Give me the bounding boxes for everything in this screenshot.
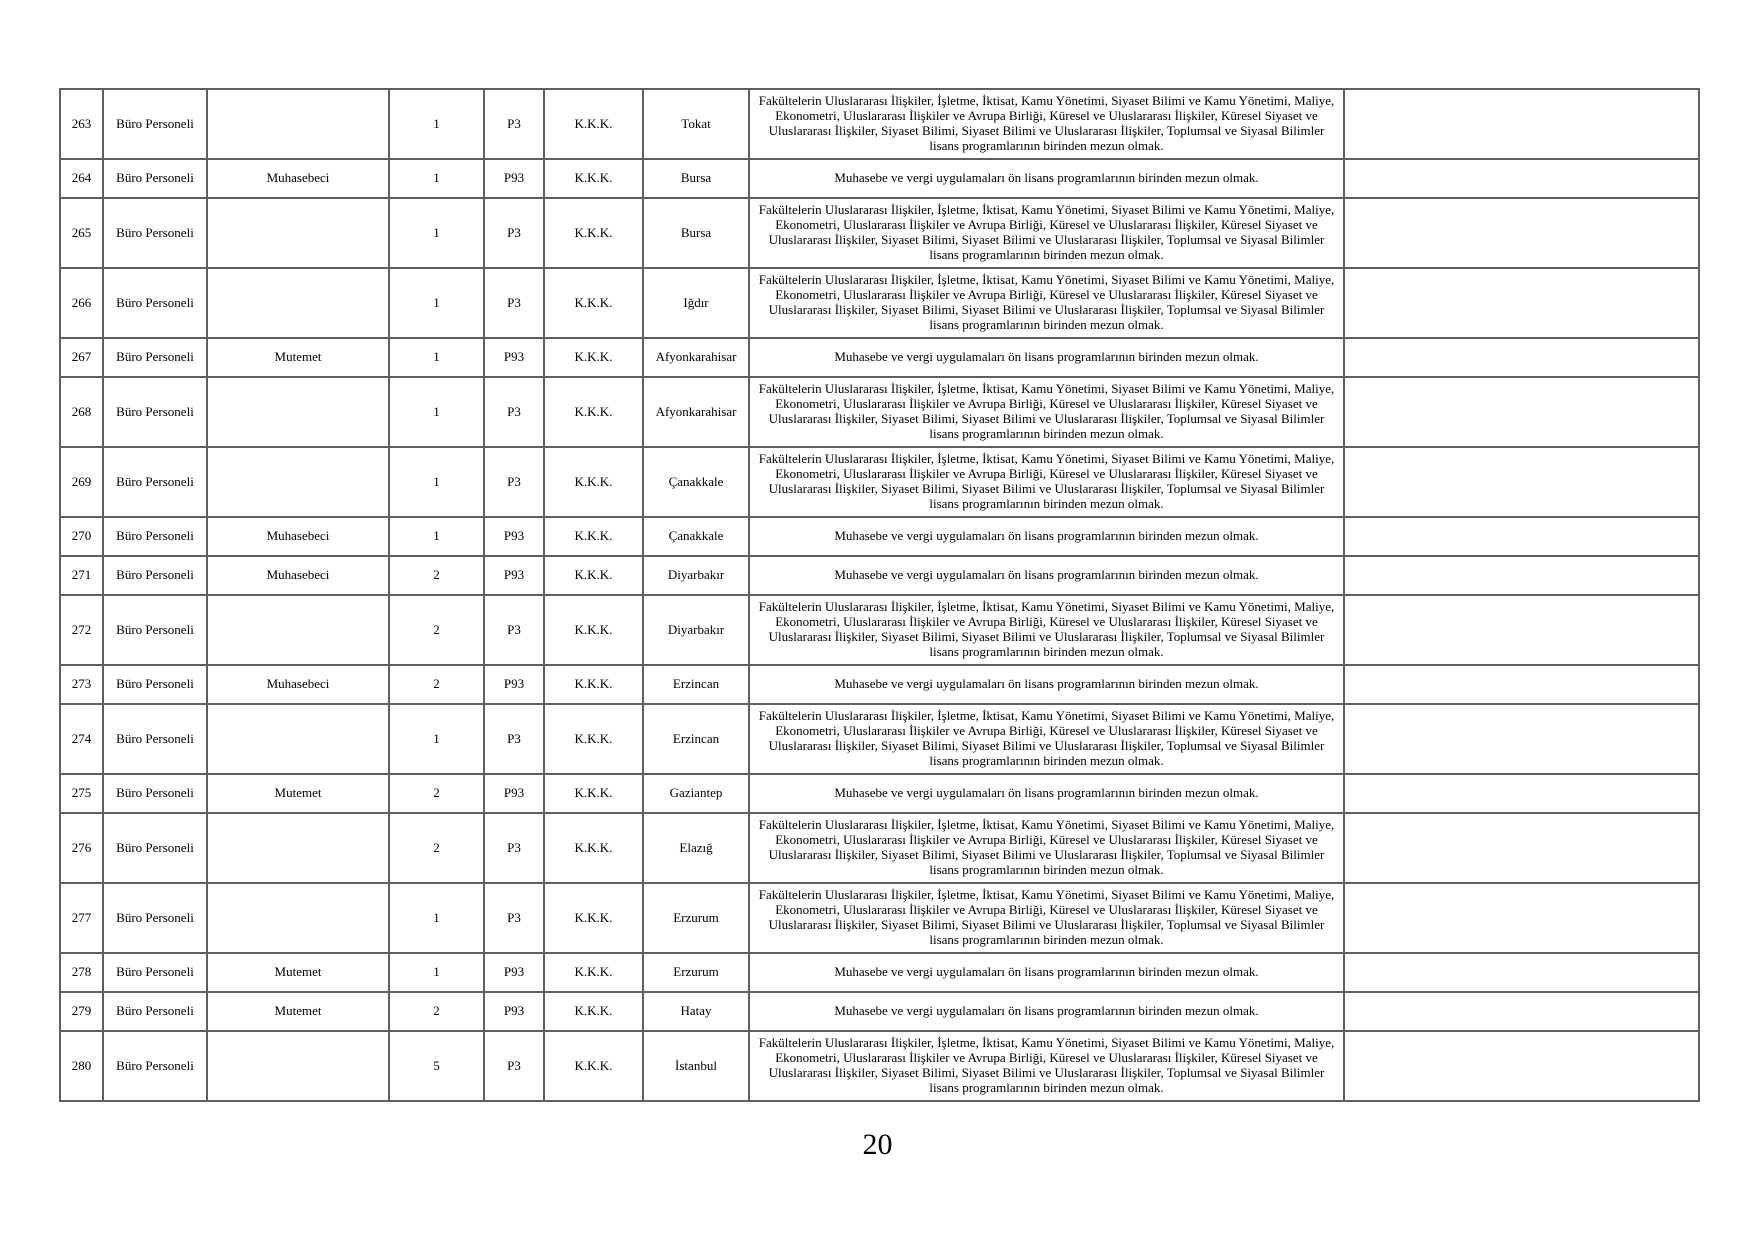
requirement-cell: Fakültelerin Uluslararası İlişkiler, İşletme, İktisat, Kamu Yönetimi, Siyaset Bilimi ve Kamu Yönetimi, Maliye, Ekonometri, Uluslararası İlişkiler ve Avrupa Birliği, Küresel ve Uluslararası İlişkiler, Küresel Siyaset ve Uluslararası İlişkiler, Siyaset Bilimi, Siyaset Bilimi ve Uluslararası İlişkiler, Toplumsal ve Siyasal Bilimler lisans programlarının birinden mezun olmak. (749, 813, 1344, 883)
count-cell: 1 (389, 517, 484, 556)
position-subtitle-cell (207, 377, 389, 447)
code-cell: P3 (484, 813, 544, 883)
empty-cell (1344, 883, 1699, 953)
empty-cell (1344, 556, 1699, 595)
empty-cell (1344, 377, 1699, 447)
position-title-cell: Büro Personeli (103, 377, 207, 447)
row-number-cell: 277 (60, 883, 103, 953)
city-cell: Elazığ (643, 813, 749, 883)
position-subtitle-cell (207, 883, 389, 953)
table-row (60, 704, 1699, 774)
requirement-cell: Muhasebe ve vergi uygulamaları ön lisans programlarının birinden mezun olmak. (749, 665, 1344, 704)
job-table-body (60, 89, 1699, 1101)
empty-cell (1344, 1031, 1699, 1101)
city-cell: Gaziantep (643, 774, 749, 813)
requirement-cell: Muhasebe ve vergi uygulamaları ön lisans programlarının birinden mezun olmak. (749, 992, 1344, 1031)
row-number-cell: 267 (60, 338, 103, 377)
count-cell: 2 (389, 813, 484, 883)
row-number-cell: 280 (60, 1031, 103, 1101)
table-row (60, 556, 1699, 595)
requirement-cell: Fakültelerin Uluslararası İlişkiler, İşletme, İktisat, Kamu Yönetimi, Siyaset Bilimi ve Kamu Yönetimi, Maliye, Ekonometri, Uluslararası İlişkiler ve Avrupa Birliği, Küresel ve Uluslararası İlişkiler, Küresel Siyaset ve Uluslararası İlişkiler, Siyaset Bilimi, Siyaset Bilimi ve Uluslararası İlişkiler, Toplumsal ve Siyasal Bilimler lisans programlarının birinden mezun olmak. (749, 883, 1344, 953)
city-cell: Bursa (643, 198, 749, 268)
position-subtitle-cell: Muhasebeci (207, 159, 389, 198)
row-number-cell: 279 (60, 992, 103, 1031)
count-cell: 1 (389, 377, 484, 447)
table-row (60, 992, 1699, 1031)
city-cell: Çanakkale (643, 517, 749, 556)
city-cell: Hatay (643, 992, 749, 1031)
city-cell: Afyonkarahisar (643, 377, 749, 447)
table-row (60, 268, 1699, 338)
org-cell: K.K.K. (544, 813, 643, 883)
row-number-cell: 269 (60, 447, 103, 517)
empty-cell (1344, 268, 1699, 338)
position-title-cell: Büro Personeli (103, 774, 207, 813)
city-cell: Erzincan (643, 704, 749, 774)
position-subtitle-cell: Muhasebeci (207, 517, 389, 556)
count-cell: 1 (389, 883, 484, 953)
count-cell: 2 (389, 556, 484, 595)
position-subtitle-cell: Muhasebeci (207, 665, 389, 704)
page-number: 20 (862, 1128, 893, 1161)
row-number-cell: 270 (60, 517, 103, 556)
empty-cell (1344, 774, 1699, 813)
empty-cell (1344, 992, 1699, 1031)
empty-cell (1344, 338, 1699, 377)
table-row (60, 159, 1699, 198)
org-cell: K.K.K. (544, 159, 643, 198)
requirement-cell: Fakültelerin Uluslararası İlişkiler, İşletme, İktisat, Kamu Yönetimi, Siyaset Bilimi ve Kamu Yönetimi, Maliye, Ekonometri, Uluslararası İlişkiler ve Avrupa Birliği, Küresel ve Uluslararası İlişkiler, Küresel Siyaset ve Uluslararası İlişkiler, Siyaset Bilimi, Siyaset Bilimi ve Uluslararası İlişkiler, Toplumsal ve Siyasal Bilimler lisans programlarının birinden mezun olmak. (749, 89, 1344, 159)
city-cell: Erzurum (643, 883, 749, 953)
position-title-cell: Büro Personeli (103, 883, 207, 953)
count-cell: 1 (389, 159, 484, 198)
row-number-cell: 268 (60, 377, 103, 447)
requirement-cell: Muhasebe ve vergi uygulamaları ön lisans programlarının birinden mezun olmak. (749, 159, 1344, 198)
position-title-cell: Büro Personeli (103, 159, 207, 198)
requirement-cell: Muhasebe ve vergi uygulamaları ön lisans programlarının birinden mezun olmak. (749, 338, 1344, 377)
org-cell: K.K.K. (544, 704, 643, 774)
row-number-cell: 274 (60, 704, 103, 774)
position-title-cell: Büro Personeli (103, 704, 207, 774)
code-cell: P3 (484, 595, 544, 665)
count-cell: 1 (389, 338, 484, 377)
code-cell: P3 (484, 447, 544, 517)
city-cell: Iğdır (643, 268, 749, 338)
position-title-cell: Büro Personeli (103, 198, 207, 268)
position-subtitle-cell: Mutemet (207, 953, 389, 992)
position-title-cell: Büro Personeli (103, 1031, 207, 1101)
city-cell: Diyarbakır (643, 595, 749, 665)
table-row (60, 198, 1699, 268)
requirement-cell: Fakültelerin Uluslararası İlişkiler, İşletme, İktisat, Kamu Yönetimi, Siyaset Bilimi ve Kamu Yönetimi, Maliye, Ekonometri, Uluslararası İlişkiler ve Avrupa Birliği, Küresel ve Uluslararası İlişkiler, Küresel Siyaset ve Uluslararası İlişkiler, Siyaset Bilimi, Siyaset Bilimi ve Uluslararası İlişkiler, Toplumsal ve Siyasal Bilimler lisans programlarının birinden mezun olmak. (749, 1031, 1344, 1101)
code-cell: P93 (484, 992, 544, 1031)
position-subtitle-cell: Mutemet (207, 992, 389, 1031)
position-subtitle-cell (207, 198, 389, 268)
position-title-cell: Büro Personeli (103, 338, 207, 377)
row-number-cell: 264 (60, 159, 103, 198)
requirement-cell: Muhasebe ve vergi uygulamaları ön lisans programlarının birinden mezun olmak. (749, 517, 1344, 556)
empty-cell (1344, 813, 1699, 883)
org-cell: K.K.K. (544, 595, 643, 665)
count-cell: 1 (389, 447, 484, 517)
empty-cell (1344, 595, 1699, 665)
org-cell: K.K.K. (544, 377, 643, 447)
city-cell: Afyonkarahisar (643, 338, 749, 377)
count-cell: 2 (389, 992, 484, 1031)
org-cell: K.K.K. (544, 268, 643, 338)
org-cell: K.K.K. (544, 556, 643, 595)
table-row (60, 595, 1699, 665)
position-title-cell: Büro Personeli (103, 813, 207, 883)
requirement-cell: Fakültelerin Uluslararası İlişkiler, İşletme, İktisat, Kamu Yönetimi, Siyaset Bilimi ve Kamu Yönetimi, Maliye, Ekonometri, Uluslararası İlişkiler ve Avrupa Birliği, Küresel ve Uluslararası İlişkiler, Küresel Siyaset ve Uluslararası İlişkiler, Siyaset Bilimi, Siyaset Bilimi ve Uluslararası İlişkiler, Toplumsal ve Siyasal Bilimler lisans programlarının birinden mezun olmak. (749, 198, 1344, 268)
table-row (60, 953, 1699, 992)
org-cell: K.K.K. (544, 774, 643, 813)
position-subtitle-cell (207, 447, 389, 517)
position-title-cell: Büro Personeli (103, 447, 207, 517)
table-row (60, 883, 1699, 953)
requirement-cell: Fakültelerin Uluslararası İlişkiler, İşletme, İktisat, Kamu Yönetimi, Siyaset Bilimi ve Kamu Yönetimi, Maliye, Ekonometri, Uluslararası İlişkiler ve Avrupa Birliği, Küresel ve Uluslararası İlişkiler, Küresel Siyaset ve Uluslararası İlişkiler, Siyaset Bilimi, Siyaset Bilimi ve Uluslararası İlişkiler, Toplumsal ve Siyasal Bilimler lisans programlarının birinden mezun olmak. (749, 268, 1344, 338)
row-number-cell: 271 (60, 556, 103, 595)
table-row (60, 377, 1699, 447)
requirement-cell: Muhasebe ve vergi uygulamaları ön lisans programlarının birinden mezun olmak. (749, 774, 1344, 813)
position-title-cell: Büro Personeli (103, 665, 207, 704)
position-title-cell: Büro Personeli (103, 556, 207, 595)
org-cell: K.K.K. (544, 517, 643, 556)
row-number-cell: 265 (60, 198, 103, 268)
requirement-cell: Fakültelerin Uluslararası İlişkiler, İşletme, İktisat, Kamu Yönetimi, Siyaset Bilimi ve Kamu Yönetimi, Maliye, Ekonometri, Uluslararası İlişkiler ve Avrupa Birliği, Küresel ve Uluslararası İlişkiler, Küresel Siyaset ve Uluslararası İlişkiler, Siyaset Bilimi, Siyaset Bilimi ve Uluslararası İlişkiler, Toplumsal ve Siyasal Bilimler lisans programlarının birinden mezun olmak. (749, 377, 1344, 447)
requirement-cell: Muhasebe ve vergi uygulamaları ön lisans programlarının birinden mezun olmak. (749, 556, 1344, 595)
row-number-cell: 276 (60, 813, 103, 883)
org-cell: K.K.K. (544, 198, 643, 268)
table-row (60, 665, 1699, 704)
empty-cell (1344, 447, 1699, 517)
code-cell: P93 (484, 665, 544, 704)
code-cell: P3 (484, 89, 544, 159)
position-subtitle-cell: Mutemet (207, 774, 389, 813)
table-row (60, 447, 1699, 517)
table-row (60, 774, 1699, 813)
city-cell: Çanakkale (643, 447, 749, 517)
empty-cell (1344, 953, 1699, 992)
count-cell: 1 (389, 268, 484, 338)
code-cell: P3 (484, 883, 544, 953)
count-cell: 1 (389, 198, 484, 268)
job-positions-table (59, 88, 1700, 1102)
position-subtitle-cell: Mutemet (207, 338, 389, 377)
requirement-cell: Fakültelerin Uluslararası İlişkiler, İşletme, İktisat, Kamu Yönetimi, Siyaset Bilimi ve Kamu Yönetimi, Maliye, Ekonometri, Uluslararası İlişkiler ve Avrupa Birliği, Küresel ve Uluslararası İlişkiler, Küresel Siyaset ve Uluslararası İlişkiler, Siyaset Bilimi, Siyaset Bilimi ve Uluslararası İlişkiler, Toplumsal ve Siyasal Bilimler lisans programlarının birinden mezun olmak. (749, 704, 1344, 774)
requirement-cell: Fakültelerin Uluslararası İlişkiler, İşletme, İktisat, Kamu Yönetimi, Siyaset Bilimi ve Kamu Yönetimi, Maliye, Ekonometri, Uluslararası İlişkiler ve Avrupa Birliği, Küresel ve Uluslararası İlişkiler, Küresel Siyaset ve Uluslararası İlişkiler, Siyaset Bilimi, Siyaset Bilimi ve Uluslararası İlişkiler, Toplumsal ve Siyasal Bilimler lisans programlarının birinden mezun olmak. (749, 447, 1344, 517)
table-row (60, 89, 1699, 159)
count-cell: 2 (389, 595, 484, 665)
count-cell: 1 (389, 704, 484, 774)
requirement-cell: Fakültelerin Uluslararası İlişkiler, İşletme, İktisat, Kamu Yönetimi, Siyaset Bilimi ve Kamu Yönetimi, Maliye, Ekonometri, Uluslararası İlişkiler ve Avrupa Birliği, Küresel ve Uluslararası İlişkiler, Küresel Siyaset ve Uluslararası İlişkiler, Siyaset Bilimi, Siyaset Bilimi ve Uluslararası İlişkiler, Toplumsal ve Siyasal Bilimler lisans programlarının birinden mezun olmak. (749, 595, 1344, 665)
count-cell: 5 (389, 1031, 484, 1101)
code-cell: P93 (484, 338, 544, 377)
position-subtitle-cell (207, 89, 389, 159)
table-row (60, 338, 1699, 377)
empty-cell (1344, 198, 1699, 268)
requirement-cell: Muhasebe ve vergi uygulamaları ön lisans programlarının birinden mezun olmak. (749, 953, 1344, 992)
position-title-cell: Büro Personeli (103, 89, 207, 159)
row-number-cell: 275 (60, 774, 103, 813)
city-cell: Bursa (643, 159, 749, 198)
count-cell: 2 (389, 774, 484, 813)
code-cell: P93 (484, 517, 544, 556)
row-number-cell: 266 (60, 268, 103, 338)
org-cell: K.K.K. (544, 338, 643, 377)
row-number-cell: 263 (60, 89, 103, 159)
code-cell: P93 (484, 953, 544, 992)
position-title-cell: Büro Personeli (103, 595, 207, 665)
position-subtitle-cell: Muhasebeci (207, 556, 389, 595)
org-cell: K.K.K. (544, 953, 643, 992)
code-cell: P93 (484, 774, 544, 813)
org-cell: K.K.K. (544, 665, 643, 704)
city-cell: Erzincan (643, 665, 749, 704)
position-title-cell: Büro Personeli (103, 992, 207, 1031)
row-number-cell: 273 (60, 665, 103, 704)
org-cell: K.K.K. (544, 883, 643, 953)
code-cell: P3 (484, 268, 544, 338)
empty-cell (1344, 517, 1699, 556)
table-row (60, 1031, 1699, 1101)
org-cell: K.K.K. (544, 1031, 643, 1101)
empty-cell (1344, 159, 1699, 198)
row-number-cell: 278 (60, 953, 103, 992)
city-cell: Erzurum (643, 953, 749, 992)
count-cell: 1 (389, 89, 484, 159)
position-subtitle-cell (207, 268, 389, 338)
city-cell: İstanbul (643, 1031, 749, 1101)
empty-cell (1344, 704, 1699, 774)
org-cell: K.K.K. (544, 992, 643, 1031)
city-cell: Tokat (643, 89, 749, 159)
position-subtitle-cell (207, 595, 389, 665)
count-cell: 2 (389, 665, 484, 704)
code-cell: P93 (484, 159, 544, 198)
org-cell: K.K.K. (544, 447, 643, 517)
row-number-cell: 272 (60, 595, 103, 665)
org-cell: K.K.K. (544, 89, 643, 159)
city-cell: Diyarbakır (643, 556, 749, 595)
empty-cell (1344, 89, 1699, 159)
code-cell: P93 (484, 556, 544, 595)
code-cell: P3 (484, 704, 544, 774)
table-row (60, 517, 1699, 556)
position-subtitle-cell (207, 813, 389, 883)
code-cell: P3 (484, 377, 544, 447)
position-title-cell: Büro Personeli (103, 953, 207, 992)
empty-cell (1344, 665, 1699, 704)
table-row (60, 813, 1699, 883)
position-subtitle-cell (207, 1031, 389, 1101)
code-cell: P3 (484, 198, 544, 268)
position-title-cell: Büro Personeli (103, 268, 207, 338)
position-subtitle-cell (207, 704, 389, 774)
code-cell: P3 (484, 1031, 544, 1101)
count-cell: 1 (389, 953, 484, 992)
position-title-cell: Büro Personeli (103, 517, 207, 556)
